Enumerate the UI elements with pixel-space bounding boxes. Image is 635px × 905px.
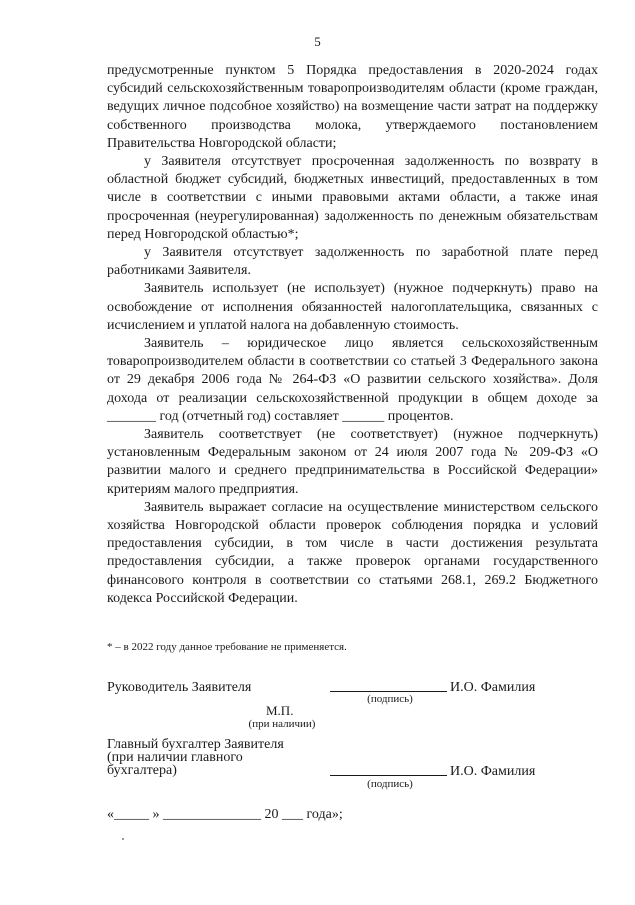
paragraph-agricultural-producer: Заявитель – юридическое лицо является сельскохозяйственным товаропроизводителем области в соответствии со статьей 3 Федерального закона от 29 декабря 2006 года № 264-ФЗ «О развитии сельского хозяйства». Доля дохода от реализации сельскохозяйственной продукции в общем доходе за _______ год (отчетный год) составляет ______ процентов. [107,336,598,424]
paragraph-no-wage-debt: у Заявителя отсутствует задолженность по заработной плате перед работниками Заявителя. [107,245,598,279]
head-signature-line [330,691,447,692]
accountant-label-line3: бухгалтера) [107,763,177,778]
document-body [107,62,598,608]
paragraph-continuation: предусмотренные пунктом 5 Порядка предоставления в 2020-2024 годах субсидий сельскохозяйственным товаропроизводителям области (кроме граждан, ведущих личное подсобное хозяйство) на возмещение части затрат на поддержку собственного производства молока, утверждаемого постановлением Правительства Новгородской области; [107,63,598,151]
stamp-caption: (при наличии) [248,718,316,730]
scan-speck [122,838,124,840]
paragraph-consent-inspections: Заявитель выражает согласие на осуществление министерством сельского хозяйства Новгородской области проверок соблюдения порядка и условий предоставления субсидии, в том числе в части достижения результата предоставления субсидии, а также проверок органами государственного финансового контроля в соответствии со статьями 268.1, 269.2 Бюджетного кодекса Российской Федерации. [107,499,598,606]
paragraph-small-enterprise: Заявитель соответствует (не соответствует) (нужное подчеркнуть) установленным Федеральным законом от 24 июля 2007 года № 209-ФЗ «О развитии малого и среднего предпринимательства в Российской Федерации» критериям малого предприятия. [107,427,598,497]
accountant-label-line1: Главный бухгалтер Заявителя [107,737,284,752]
date-line: «_____ » ______________ 20 ___ года»; [107,807,343,822]
stamp-label: М.П. [266,703,294,718]
accountant-signature-caption: (подпись) [367,778,413,790]
paragraph-no-overdue-debt: у Заявителя отсутствует просроченная задолженность по возврату в областной бюджет субсидий, бюджетных инвестиций, предоставленных в том числе в соответствии с иными правовыми актами области, а также иная просроченная (неурегулированная) задолженность по денежным обязательствам перед Новгородской областью*; [107,154,598,242]
footnote: * – в 2022 году данное требование не применяется. [107,641,347,653]
head-name: И.О. Фамилия [450,680,536,695]
accountant-name: И.О. Фамилия [450,764,536,779]
page-number: 5 [314,34,321,49]
accountant-label-line2: (при наличии главного [107,750,243,765]
accountant-label [107,738,284,777]
accountant-signature-line [330,775,447,776]
head-label: Руководитель Заявителя [107,680,252,695]
head-signature-caption: (подпись) [367,693,413,705]
paragraph-vat-exemption: Заявитель использует (не использует) (нужное подчеркнуть) право на освобождение от исполнения обязанностей налогоплательщика, связанных с исчислением и уплатой налога на добавленную стоимость. [107,281,598,333]
